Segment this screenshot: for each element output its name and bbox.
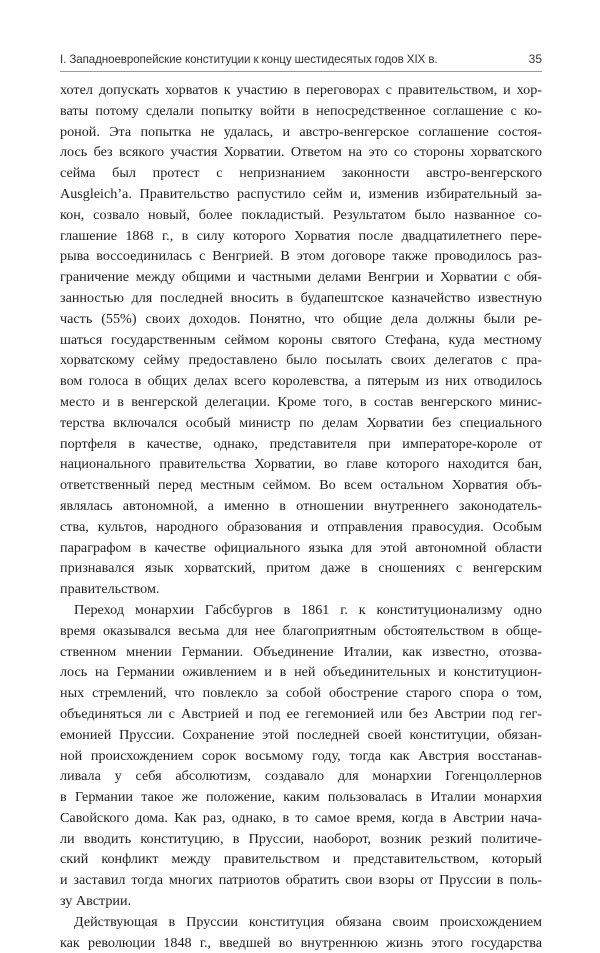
text-line: параграфом в качестве официального языка для этой автономной области bbox=[60, 539, 542, 556]
text-line: ли вводить конституцию, в Пруссии, наоборот, возник резкий политиче- bbox=[60, 830, 542, 847]
text-line: хотел допускать хорватов к участию в переговорах с правительством, и хор- bbox=[60, 82, 542, 98]
paragraph bbox=[60, 80, 542, 600]
text-line: ливала у себя абсолютизм, создавало для монархии Гогенцоллернов bbox=[60, 768, 542, 785]
text-line: ных стремлений, что повлекло за собой обострение старого спора о том, bbox=[60, 685, 542, 702]
text-line: лось на Германии оживлением и в ней объединительных и конституцион- bbox=[60, 664, 542, 681]
text-line: емонией Пруссии. Сохранение этой последней своей конституции, обязан- bbox=[60, 726, 542, 743]
paragraph bbox=[60, 600, 542, 912]
text-line: ной происхождением сорок восьмому году, тогда как Австрия восстанав- bbox=[60, 747, 542, 764]
text-line: Действующая в Пруссии конституция обязана своим происхождением bbox=[74, 913, 542, 930]
text-line: признавался язык хорватский, притом даже в сношениях с венгерским bbox=[60, 560, 542, 577]
text-line: Савойского дома. Как раз, однако, в то самое время, когда в Австрии нача- bbox=[60, 809, 542, 826]
text-line: в Германии такое же положение, каким пользовалась в Италии монархия bbox=[60, 789, 542, 806]
text-line: терства включался особый министр по делам Хорватии без специального bbox=[60, 414, 542, 431]
text-line: Переход монархии Габсбургов в 1861 г. к конституционализму одно bbox=[74, 601, 542, 618]
text-line: ственном мнении Германии. Объединение Италии, как известно, отозва- bbox=[60, 643, 542, 660]
text-line: вом голоса в общих делах всего королевства, а пятерым из них отводилось bbox=[60, 373, 542, 390]
text-line: ответственный перед местным сеймом. Во всем остальном Хорватия объ- bbox=[60, 477, 542, 494]
text-line: глашение 1868 г., в силу которого Хорватия после двадцатилетнего пере- bbox=[60, 227, 542, 244]
text-line: граничение между общими и частными делами Венгрии и Хорватии с обя- bbox=[60, 269, 542, 286]
text-line: место и в венгерской делегации. Кроме того, в состав венгерского минис- bbox=[60, 393, 542, 410]
text-line: правительством. bbox=[60, 581, 160, 598]
text-line: ства, культов, народного образования и отправления правосудия. Особым bbox=[60, 518, 542, 535]
running-header bbox=[60, 52, 542, 72]
text-line: хорватскому сейму предоставлено было посылать своих делегатов с пра- bbox=[60, 352, 542, 369]
text-line: лось без всякого участия Хорватии. Ответом на это со стороны хорватского bbox=[60, 144, 542, 161]
text-line: объединяться ли с Австрией и под ее гегемонией или без Австрии под гег- bbox=[60, 705, 542, 722]
page-number: 35 bbox=[528, 52, 542, 66]
chapter-title: I. Западноевропейские конституции к концу шестидесятых годов XIX в. bbox=[60, 53, 438, 66]
text-line: ский конфликт между правительством и представительством, который bbox=[60, 851, 542, 868]
text-line: время оказывался весьма для нее благоприятным обстоятельством в обще- bbox=[60, 622, 542, 639]
text-line: национального правительства Хорватии, во главе которого находится бан, bbox=[60, 456, 542, 473]
paragraph bbox=[60, 912, 542, 953]
text-line: занностью для последней вносить в будапештское казначейство известную bbox=[60, 289, 542, 306]
text-line: роной. Эта попытка не удалась, и австро-венгерское соглашение состоя- bbox=[60, 123, 542, 140]
text-line: и заставил тогда многих патриотов обратить свои взоры от Пруссии в поль- bbox=[60, 872, 542, 889]
text-line: часть (55%) своих доходов. Понятно, что общие дела должны были ре- bbox=[60, 310, 542, 327]
text-line: портфеля в качестве, однако, представителя при императоре-короле от bbox=[60, 435, 542, 452]
text-line: кон, созвало новый, более покладистый. Результатом было названное со- bbox=[60, 206, 542, 223]
text-line: сейма был протест с непризнанием законности австро-венгерского bbox=[60, 165, 542, 182]
text-line: рыва воссоединилась с Венгрией. В этом договоре также проводилось раз- bbox=[60, 248, 542, 265]
body-text bbox=[60, 80, 542, 953]
book-page bbox=[60, 52, 542, 953]
text-line: Ausgleich’a. Правительство распустило сейм и, изменив избирательный за- bbox=[60, 185, 542, 202]
text-line: как революции 1848 г., введшей во внутреннюю жизнь этого государства bbox=[60, 934, 542, 951]
text-line: ваты потому сделали попытку войти в непосредственное соглашение с ко- bbox=[60, 102, 542, 119]
text-line: шаться государственным сеймом короны святого Стефана, куда местному bbox=[60, 331, 542, 348]
text-line: являлась автономной, а именно в отношении внутреннего законодатель- bbox=[60, 497, 542, 514]
text-line: зу Австрии. bbox=[60, 893, 132, 910]
